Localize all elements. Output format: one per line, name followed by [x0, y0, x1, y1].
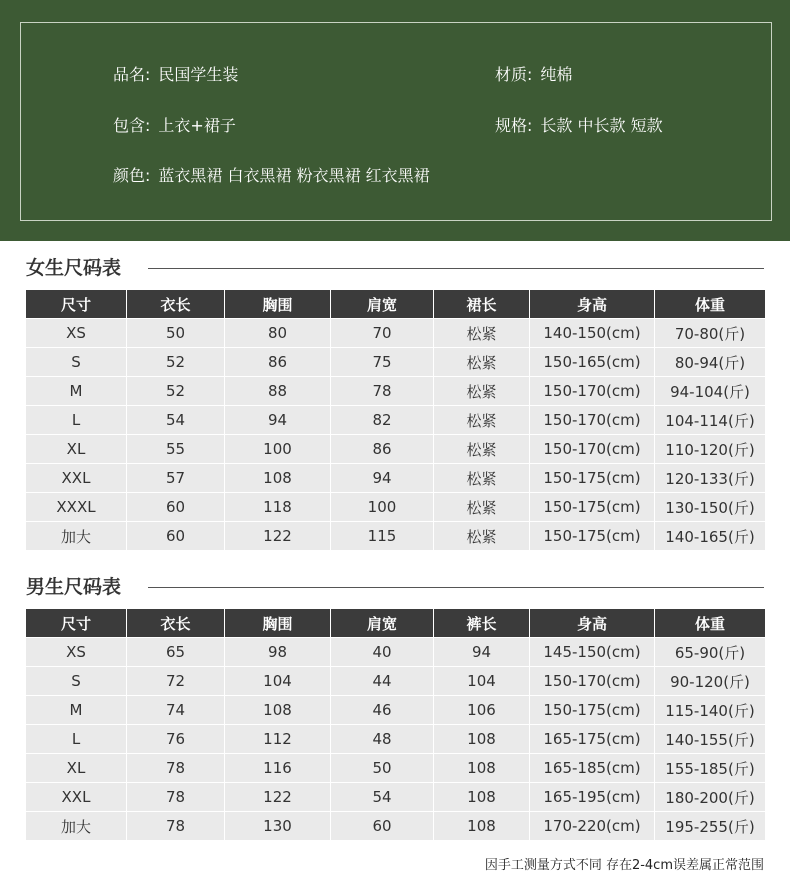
product-includes-label: 包含:: [113, 116, 151, 135]
product-includes: [113, 116, 236, 136]
men-table-cell: 108: [434, 783, 530, 812]
men-table-cell: XS: [26, 638, 127, 667]
women-table-cell: 松紧: [434, 377, 530, 406]
men-table-cell: 76: [127, 725, 225, 754]
men-table-cell: 108: [434, 754, 530, 783]
men-table-cell: 65: [127, 638, 225, 667]
product-material-label: 材质:: [495, 65, 533, 84]
men-table-cell: 115-140(斤): [655, 696, 766, 725]
men-table-cell: 60: [331, 812, 434, 841]
men-header-cell: 身高: [530, 609, 655, 638]
women-header-cell: 体重: [655, 290, 766, 319]
product-includes-value: 上衣+裙子: [158, 116, 236, 135]
men-table-cell: 65-90(斤): [655, 638, 766, 667]
men-table-cell: S: [26, 667, 127, 696]
women-table-cell: 52: [127, 348, 225, 377]
product-spec-label: 规格:: [495, 116, 533, 135]
women-table-row: [26, 348, 766, 377]
men-section-title: 男生尺码表: [26, 576, 122, 598]
men-table-cell: 155-185(斤): [655, 754, 766, 783]
men-table-row: [26, 696, 766, 725]
men-section-header: [26, 574, 764, 600]
men-table-cell: 150-175(cm): [530, 696, 655, 725]
men-size-table: [25, 608, 766, 841]
men-table-cell: 140-155(斤): [655, 725, 766, 754]
women-table-cell: 80: [225, 319, 331, 348]
women-header-cell: 胸围: [225, 290, 331, 319]
women-table-cell: 78: [331, 377, 434, 406]
product-spec: [495, 116, 663, 136]
men-header-cell: 胸围: [225, 609, 331, 638]
women-table-cell: S: [26, 348, 127, 377]
men-header-cell: 体重: [655, 609, 766, 638]
men-table-cell: 44: [331, 667, 434, 696]
product-name-label: 品名:: [113, 65, 151, 84]
men-table-cell: 145-150(cm): [530, 638, 655, 667]
women-table-cell: 150-175(cm): [530, 464, 655, 493]
women-table-cell: 70-80(斤): [655, 319, 766, 348]
women-header-cell: 裙长: [434, 290, 530, 319]
men-table-row: [26, 754, 766, 783]
women-table-header-row: [26, 290, 766, 319]
men-table-cell: 165-175(cm): [530, 725, 655, 754]
men-table-row: [26, 638, 766, 667]
women-table-cell: 115: [331, 522, 434, 551]
women-table-cell: 86: [331, 435, 434, 464]
men-table-cell: 加大: [26, 812, 127, 841]
men-table-cell: 108: [434, 812, 530, 841]
men-table-cell: 180-200(斤): [655, 783, 766, 812]
women-header-cell: 衣长: [127, 290, 225, 319]
women-table-cell: 120-133(斤): [655, 464, 766, 493]
men-table-cell: 108: [434, 725, 530, 754]
men-table-cell: 94: [434, 638, 530, 667]
product-spec-value: 长款 中长款 短款: [540, 116, 663, 135]
women-table-cell: 松紧: [434, 406, 530, 435]
men-section-divider: [148, 587, 764, 588]
women-table-cell: 82: [331, 406, 434, 435]
women-table-row: [26, 319, 766, 348]
women-table-cell: 94-104(斤): [655, 377, 766, 406]
men-table-cell: 165-195(cm): [530, 783, 655, 812]
women-table-cell: 加大: [26, 522, 127, 551]
men-table-cell: 54: [331, 783, 434, 812]
product-material: [495, 65, 572, 85]
women-table-cell: 140-150(cm): [530, 319, 655, 348]
women-table-cell: 52: [127, 377, 225, 406]
men-table-cell: 74: [127, 696, 225, 725]
women-table-cell: 松紧: [434, 493, 530, 522]
men-table-row: [26, 725, 766, 754]
men-table-cell: 78: [127, 783, 225, 812]
women-header-cell: 尺寸: [26, 290, 127, 319]
women-header-cell: 肩宽: [331, 290, 434, 319]
men-table-cell: 112: [225, 725, 331, 754]
men-table-cell: 72: [127, 667, 225, 696]
men-table-cell: 104: [434, 667, 530, 696]
women-section-divider: [148, 268, 764, 269]
product-colors-value: 蓝衣黑裙 白衣黑裙 粉衣黑裙 红衣黑裙: [158, 166, 430, 185]
product-material-value: 纯棉: [540, 65, 573, 84]
women-table-cell: 松紧: [434, 522, 530, 551]
men-header-cell: 尺寸: [26, 609, 127, 638]
women-size-table: [25, 289, 766, 551]
men-table-row: [26, 667, 766, 696]
measurement-note: 因手工测量方式不同 存在2-4cm误差属正常范围: [484, 858, 764, 873]
men-table-cell: 122: [225, 783, 331, 812]
women-table-cell: 108: [225, 464, 331, 493]
men-table-cell: 50: [331, 754, 434, 783]
men-table-cell: XL: [26, 754, 127, 783]
women-table-cell: 松紧: [434, 319, 530, 348]
women-table-cell: 55: [127, 435, 225, 464]
women-table-cell: XXXL: [26, 493, 127, 522]
men-table-cell: 104: [225, 667, 331, 696]
women-table-cell: XS: [26, 319, 127, 348]
men-table-cell: 46: [331, 696, 434, 725]
women-table-row: [26, 522, 766, 551]
women-table-cell: 130-150(斤): [655, 493, 766, 522]
women-table-cell: XXL: [26, 464, 127, 493]
women-table-cell: 100: [225, 435, 331, 464]
men-table-cell: 108: [225, 696, 331, 725]
men-table-cell: 165-185(cm): [530, 754, 655, 783]
women-table-cell: 88: [225, 377, 331, 406]
men-table-cell: L: [26, 725, 127, 754]
women-table-cell: 松紧: [434, 464, 530, 493]
women-table-cell: 57: [127, 464, 225, 493]
women-table-cell: 150-170(cm): [530, 406, 655, 435]
men-table-cell: 98: [225, 638, 331, 667]
women-table-cell: XL: [26, 435, 127, 464]
women-table-row: [26, 377, 766, 406]
product-info-banner: [0, 0, 790, 241]
men-header-cell: 裤长: [434, 609, 530, 638]
women-table-cell: 70: [331, 319, 434, 348]
men-table-cell: 195-255(斤): [655, 812, 766, 841]
women-table-cell: 54: [127, 406, 225, 435]
men-table-cell: 106: [434, 696, 530, 725]
men-table-cell: 40: [331, 638, 434, 667]
women-table-cell: 松紧: [434, 348, 530, 377]
women-table-cell: 150-165(cm): [530, 348, 655, 377]
men-table-row: [26, 812, 766, 841]
product-colors-label: 颜色:: [113, 166, 151, 185]
men-header-cell: 衣长: [127, 609, 225, 638]
women-table-cell: 100: [331, 493, 434, 522]
women-table-cell: 75: [331, 348, 434, 377]
men-table-header-row: [26, 609, 766, 638]
women-table-row: [26, 435, 766, 464]
women-table-cell: 118: [225, 493, 331, 522]
product-colors: [113, 166, 430, 186]
women-table-cell: 50: [127, 319, 225, 348]
women-table-cell: 150-170(cm): [530, 377, 655, 406]
women-table-cell: 80-94(斤): [655, 348, 766, 377]
women-table-cell: 60: [127, 522, 225, 551]
women-table-cell: 150-170(cm): [530, 435, 655, 464]
women-table-row: [26, 464, 766, 493]
men-header-cell: 肩宽: [331, 609, 434, 638]
women-table-cell: L: [26, 406, 127, 435]
men-table-cell: 116: [225, 754, 331, 783]
women-table-row: [26, 406, 766, 435]
men-table-row: [26, 783, 766, 812]
women-table-cell: 86: [225, 348, 331, 377]
women-table-cell: 104-114(斤): [655, 406, 766, 435]
men-table-cell: XXL: [26, 783, 127, 812]
women-table-cell: 122: [225, 522, 331, 551]
women-header-cell: 身高: [530, 290, 655, 319]
women-table-cell: 60: [127, 493, 225, 522]
men-table-cell: 90-120(斤): [655, 667, 766, 696]
product-name: [113, 65, 238, 85]
women-section-title: 女生尺码表: [26, 257, 122, 279]
product-name-value: 民国学生装: [158, 65, 239, 84]
women-table-cell: 94: [225, 406, 331, 435]
women-table-cell: 110-120(斤): [655, 435, 766, 464]
men-table-cell: 130: [225, 812, 331, 841]
women-table-row: [26, 493, 766, 522]
women-table-cell: 150-175(cm): [530, 493, 655, 522]
women-table-cell: 94: [331, 464, 434, 493]
men-table-cell: 170-220(cm): [530, 812, 655, 841]
men-table-cell: 48: [331, 725, 434, 754]
men-table-cell: 78: [127, 754, 225, 783]
men-table-cell: 150-170(cm): [530, 667, 655, 696]
women-table-cell: M: [26, 377, 127, 406]
women-section-header: [26, 255, 764, 281]
women-table-cell: 140-165(斤): [655, 522, 766, 551]
women-table-cell: 150-175(cm): [530, 522, 655, 551]
men-table-cell: M: [26, 696, 127, 725]
women-table-cell: 松紧: [434, 435, 530, 464]
men-table-cell: 78: [127, 812, 225, 841]
